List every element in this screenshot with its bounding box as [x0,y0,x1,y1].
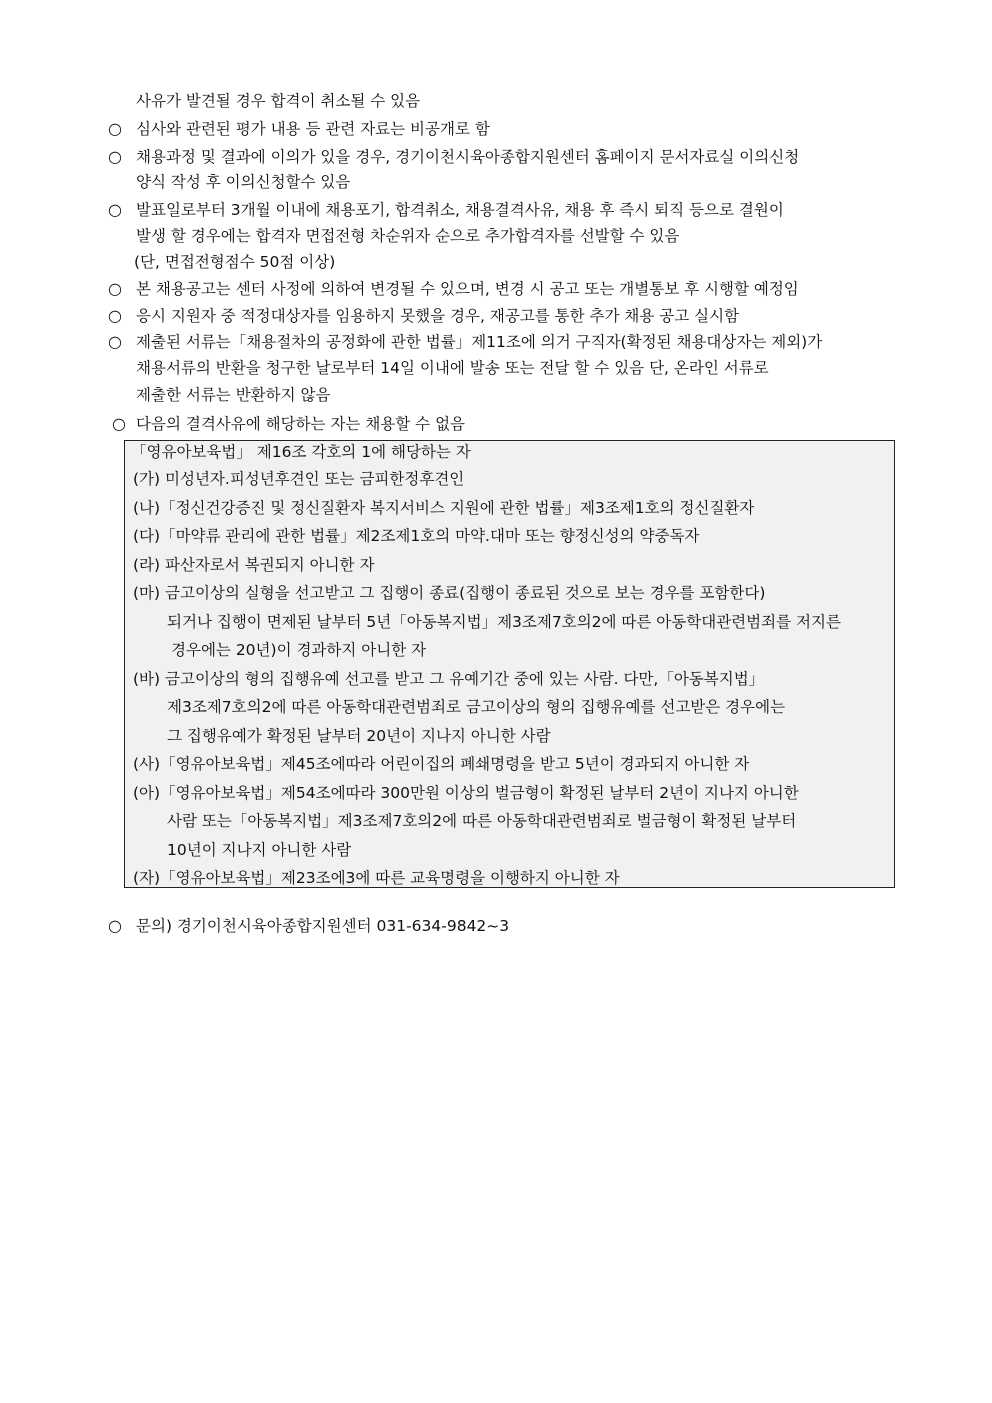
notice-text: 본 채용공고는 센터 사정에 의하여 변경될 수 있으며, 변경 시 공고 또는 개별통보 후 시행할 예정임 [136,280,799,298]
notice-text: 제출한 서류는 반환하지 않음 [136,386,331,404]
notice-text: 심사와 관련된 평가 내용 등 관련 자료는 비공개로 함 [136,120,490,138]
contact-info: 문의) 경기이천시육아종합지원센터 031-634-9842~3 [136,917,510,935]
notice-text: 양식 작성 후 이의신청할수 있음 [136,173,351,191]
notice-text: 제출된 서류는「채용절차의 공정화에 관한 법률」제11조에 의거 구직자(확정된 채용대상자는 제외)가 [136,333,823,351]
notice-text-continuation: 사유가 발견될 경우 합격이 취소될 수 있음 [136,92,421,110]
bullet-circle-icon: ○ [108,332,122,351]
notice-text: 발생 할 경우에는 합격자 면접전형 차순위자 순으로 추가합격자를 선발할 수 있음 [136,227,680,245]
box-line: (바) 금고이상의 형의 집행유예 선고를 받고 그 유예기간 중에 있는 사람. 다만,「아동복지법」 [133,670,765,688]
box-line: 경우에는 20년)이 경과하지 아니한 자 [171,641,427,659]
box-line: (마) 금고이상의 실형을 선고받고 그 집행이 종료(집행이 종료된 것으로 보는 경우를 포함한다) [133,584,766,602]
notice-text: 다음의 결격사유에 해당하는 자는 채용할 수 없음 [136,415,466,433]
box-line: 10년이 지나지 아니한 사람 [167,841,352,859]
box-line: (라) 파산자로서 복권되지 아니한 자 [133,556,375,574]
bullet-circle-icon: ○ [108,147,122,166]
bullet-circle-icon: ○ [108,306,122,325]
notice-text: 발표일로부터 3개월 이내에 채용포기, 합격취소, 채용결격사유, 채용 후 즉시 퇴직 등으로 결원이 [136,201,784,219]
notice-text: (단, 면접전형점수 50점 이상) [134,253,336,271]
box-line: (다)「마약류 관리에 관한 법률」제2조제1호의 마약.대마 또는 향정신성의 약중독자 [133,527,700,545]
box-line: (나)「정신건강증진 및 정신질환자 복지서비스 지원에 관한 법률」제3조제1호의 정신질환자 [133,499,755,517]
bullet-circle-icon: ○ [108,916,122,935]
box-line: (자)「영유아보육법」제23조에3에 따른 교육명령을 이행하지 아니한 자 [133,869,620,887]
box-line: (사)「영유아보육법」제45조에따라 어린이집의 폐쇄명령을 받고 5년이 경과되지 아니한 자 [133,755,750,773]
bullet-circle-icon: ○ [108,200,122,219]
box-line: 사람 또는「아동복지법」제3조제7호의2에 따른 아동학대관련범죄로 벌금형이 확정된 날부터 [167,812,797,830]
box-line: (아)「영유아보육법」제54조에따라 300만원 이상의 벌금형이 확정된 날부터 2년이 지나지 아니한 [133,784,799,802]
notice-text: 채용서류의 반환을 청구한 날로부터 14일 이내에 발송 또는 전달 할 수 있음 단, 온라인 서류로 [136,359,769,377]
disqualification-box [124,440,895,888]
box-line: 되거나 집행이 면제된 날부터 5년「아동복지법」제3조제7호의2에 따른 아동학대관련범죄를 저지른 [167,613,841,631]
notice-text: 응시 지원자 중 적정대상자를 임용하지 못했을 경우, 재공고를 통한 추가 채용 공고 실시함 [136,307,740,325]
box-line: 그 집행유예가 확정된 날부터 20년이 지나지 아니한 사람 [167,727,551,745]
bullet-circle-icon: ○ [108,279,122,298]
bullet-circle-icon: ○ [112,414,126,433]
box-heading: 「영유아보육법」 제16조 각호의 1에 해당하는 자 [131,443,471,461]
notice-text: 채용과정 및 결과에 이의가 있을 경우, 경기이천시육아종합지원센터 홈페이지 문서자료실 이의신청 [136,148,800,166]
box-line: (가) 미성년자.피성년후견인 또는 금피한정후견인 [133,470,465,488]
bullet-circle-icon: ○ [108,119,122,138]
box-line: 제3조제7호의2에 따른 아동학대관련범죄로 금고이상의 형의 집행유예를 선고받은 경우에는 [167,698,786,716]
